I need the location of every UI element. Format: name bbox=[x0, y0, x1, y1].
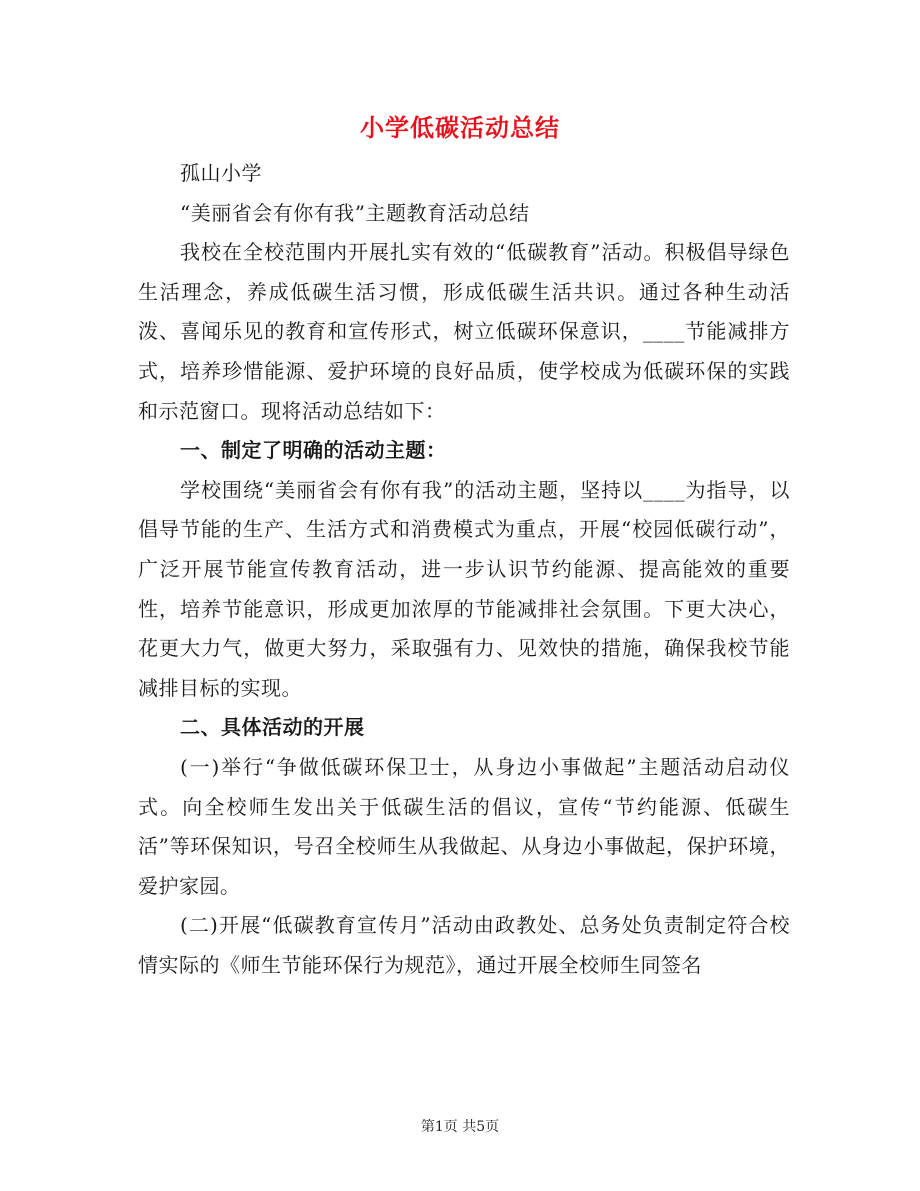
document-title: 小学低碳活动总结 bbox=[360, 113, 560, 142]
document-subtitle: “美丽省会有你有我”主题教育活动总结 bbox=[180, 200, 530, 225]
activity-item-1: (一)举行“争做低碳环保卫士，从身边小事做起”主题活动启动仪式。向全校师生发出关于低碳生活的倡议，宣传“节约能源、低碳生活”等环保知识，号召全校师生从我做起、从身边小事做起，保护环境，爱护家园。 bbox=[138, 754, 790, 898]
activity-item-2: (二)开展“低碳教育宣传月”活动由政教处、总务处负责制定符合校情实际的《师生节能环保行为规范》，通过开展全校师生同签名 bbox=[138, 913, 790, 977]
page-number: 第1页 共5页 bbox=[420, 1119, 500, 1135]
document-body bbox=[138, 154, 790, 985]
section-heading-1: 一、制定了明确的活动主题： bbox=[180, 438, 447, 463]
school-name: 孤山小学 bbox=[180, 161, 262, 185]
intro-paragraph: 我校在全校范围内开展扎实有效的“低碳教育”活动。积极倡导绿色生活理念，养成低碳生活习惯，形成低碳生活共识。通过各种生动活泼、喜闻乐见的教育和宣传形式，树立低碳环保意识，____节能减排方式，培养珍惜能源、爱护环境的良好品质，使学校成为低碳环保的实践和示范窗口。现将活动总结如下： bbox=[138, 240, 790, 423]
section-heading-2: 二、具体活动的开展 bbox=[180, 715, 365, 740]
section-paragraph-1: 学校围绕“美丽省会有你有我”的活动主题，坚持以____为指导，以倡导节能的生产、生活方式和消费模式为重点，开展“校园低碳行动”，广泛开展节能宣传教育活动，进一步认识节约能源、提高能效的重要性，培养节能意识，形成更加浓厚的节能减排社会氛围。下更大决心，花更大力气，做更大努力，采取强有力、见效快的措施，确保我校节能减排目标的实现。 bbox=[138, 477, 790, 700]
